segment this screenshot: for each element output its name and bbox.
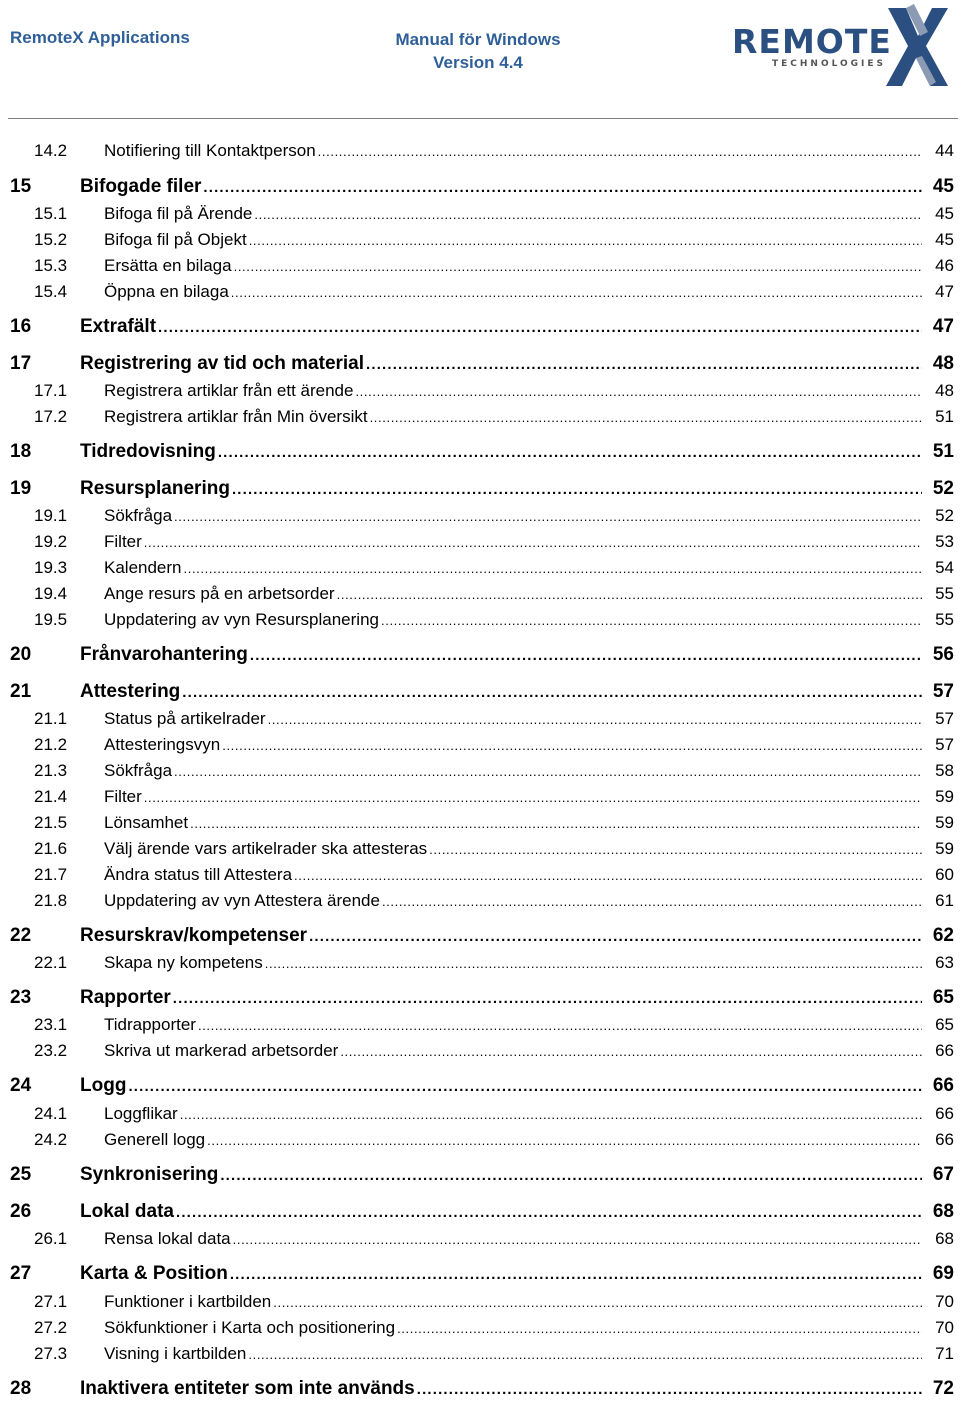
toc-entry-page: 46 — [935, 256, 954, 275]
toc-entry-page: 48 — [932, 353, 954, 374]
toc-section-entry[interactable] — [0, 378, 960, 404]
toc-entry-number: 21.7 — [34, 865, 68, 884]
toc-dot-leader — [128, 1072, 922, 1101]
toc-dot-leader — [232, 475, 922, 504]
toc-entry-title: Funktioner i kartbilden — [104, 1292, 272, 1311]
toc-entry-title: Resurskrav/kompetenser — [80, 925, 308, 946]
toc-chapter-entry[interactable] — [0, 983, 960, 1013]
toc-section-entry[interactable] — [0, 607, 960, 633]
toc-section-entry[interactable] — [0, 227, 960, 253]
toc-entry-page: 52 — [932, 478, 954, 499]
toc-entry-page: 55 — [935, 584, 954, 603]
toc-entry-page: 47 — [932, 316, 954, 337]
toc-chapter-entry[interactable] — [0, 677, 960, 707]
toc-entry-title: Skriva ut markerad arbetsorder — [104, 1041, 339, 1060]
toc-entry-number: 14.2 — [34, 141, 68, 160]
toc-entry-number: 22 — [10, 925, 32, 946]
toc-dot-leader — [417, 1375, 922, 1404]
toc-entry-page: 66 — [935, 1104, 954, 1123]
toc-section-entry[interactable] — [0, 732, 960, 758]
toc-section-entry[interactable] — [0, 810, 960, 836]
toc-entry-number: 27 — [10, 1263, 32, 1284]
toc-dot-leader — [337, 582, 922, 607]
toc-entry-title: Uppdatering av vyn Resursplanering — [104, 610, 379, 629]
toc-section-entry[interactable] — [0, 1101, 960, 1127]
toc-entry-title: Visning i kartbilden — [104, 1344, 247, 1363]
toc-entry-title: Sökfråga — [104, 506, 173, 525]
toc-entry-number: 16 — [10, 316, 32, 337]
toc-entry-page: 66 — [935, 1041, 954, 1060]
toc-entry-title: Karta & Position — [80, 1263, 228, 1284]
toc-section-entry[interactable] — [0, 1289, 960, 1315]
toc-section-entry[interactable] — [0, 1012, 960, 1038]
toc-entry-title: Inaktivera entiteter som inte används — [80, 1378, 415, 1399]
toc-entry-page: 68 — [935, 1229, 954, 1248]
toc-entry-number: 22.1 — [34, 953, 68, 972]
toc-entry-title: Status på artikelrader — [104, 709, 266, 728]
toc-dot-leader — [184, 556, 922, 581]
header-divider — [8, 118, 958, 119]
logo-wordmark: REMOTE — [732, 22, 892, 61]
toc-dot-leader — [249, 228, 922, 253]
toc-entry-number: 15.3 — [34, 256, 68, 275]
toc-entry-number: 18 — [10, 441, 32, 462]
toc-entry-page: 67 — [932, 1164, 954, 1185]
toc-entry-page: 59 — [935, 813, 954, 832]
toc-chapter-entry[interactable] — [0, 474, 960, 504]
toc-entry-title: Sökfråga — [104, 761, 173, 780]
toc-section-entry[interactable] — [0, 138, 960, 164]
toc-entry-page: 65 — [932, 987, 954, 1008]
toc-section-entry[interactable] — [0, 529, 960, 555]
toc-entry-title: Logg — [80, 1075, 127, 1096]
header-app-name: RemoteX Applications — [10, 28, 190, 47]
toc-entry-title: Bifogade filer — [80, 176, 202, 197]
toc-entry-page: 45 — [932, 176, 954, 197]
toc-entry-title: Ändra status till Attestera — [104, 865, 293, 884]
toc-section-entry[interactable] — [0, 784, 960, 810]
toc-section-entry[interactable] — [0, 862, 960, 888]
toc-entry-page: 63 — [935, 953, 954, 972]
toc-dot-leader — [173, 984, 922, 1013]
toc-entry-page: 66 — [932, 1075, 954, 1096]
toc-entry-number: 21.1 — [34, 709, 68, 728]
toc-entry-title: Tidredovisning — [80, 441, 216, 462]
toc-entry-title: Bifoga fil på Ärende — [104, 204, 253, 223]
toc-entry-number: 24 — [10, 1075, 32, 1096]
toc-dot-leader — [220, 1161, 922, 1190]
toc-entry-title: Generell logg — [104, 1130, 206, 1149]
toc-entry-page: 52 — [935, 506, 954, 525]
toc-entry-page: 57 — [935, 709, 954, 728]
toc-section-entry[interactable] — [0, 279, 960, 305]
toc-chapter-entry[interactable] — [0, 640, 960, 670]
toc-entry-page: 45 — [935, 230, 954, 249]
toc-entry-number: 25 — [10, 1164, 32, 1185]
toc-chapter-entry[interactable] — [0, 1374, 960, 1404]
toc-entry-page: 72 — [932, 1378, 954, 1399]
toc-section-entry[interactable] — [0, 404, 960, 430]
header-manual-name: Manual för Windows — [395, 30, 561, 49]
toc-entry-number: 27.1 — [34, 1292, 68, 1311]
toc-entry-page: 48 — [935, 381, 954, 400]
toc-entry-number: 21.6 — [34, 839, 68, 858]
toc-entry-title: Bifoga fil på Objekt — [104, 230, 247, 249]
toc-entry-number: 20 — [10, 644, 32, 665]
toc-entry-title: Skapa ny kompetens — [104, 953, 263, 972]
toc-entry-page: 57 — [935, 735, 954, 754]
toc-dot-leader — [174, 504, 922, 529]
toc-section-entry[interactable] — [0, 503, 960, 529]
toc-entry-number: 27.2 — [34, 1318, 68, 1337]
toc-dot-leader — [144, 530, 922, 555]
toc-entry-title: Välj ärende vars artikelrader ska attesteras — [104, 839, 428, 858]
toc-entry-title: Frånvarohantering — [80, 644, 248, 665]
toc-dot-leader — [182, 678, 922, 707]
toc-entry-number: 23.1 — [34, 1015, 68, 1034]
toc-dot-leader — [250, 641, 922, 670]
toc-entry-title: Extrafält — [80, 316, 157, 337]
toc-chapter-entry[interactable] — [0, 1197, 960, 1227]
toc-entry-title: Notifiering till Kontaktperson — [104, 141, 316, 160]
toc-dot-leader — [429, 837, 922, 862]
toc-section-entry[interactable] — [0, 1315, 960, 1341]
toc-entry-number: 23.2 — [34, 1041, 68, 1060]
toc-dot-leader — [176, 1198, 922, 1227]
toc-dot-leader — [318, 139, 922, 164]
toc-entry-number: 19.5 — [34, 610, 68, 629]
toc-dot-leader — [370, 405, 922, 430]
toc-entry-number: 24.1 — [34, 1104, 68, 1123]
toc-section-entry[interactable] — [0, 555, 960, 581]
logo-subtitle: TECHNOLOGIES — [772, 59, 887, 69]
toc-section-entry[interactable] — [0, 1341, 960, 1367]
toc-entry-number: 15.2 — [34, 230, 68, 249]
toc-section-entry[interactable] — [0, 888, 960, 914]
toc-section-entry[interactable] — [0, 253, 960, 279]
toc-entry-page: 45 — [935, 204, 954, 223]
toc-entry-title: Filter — [104, 787, 142, 806]
toc-dot-leader — [268, 707, 922, 732]
toc-entry-page: 53 — [935, 532, 954, 551]
toc-entry-title: Lokal data — [80, 1201, 174, 1222]
toc-dot-leader — [233, 1227, 922, 1252]
toc-dot-leader — [203, 173, 922, 202]
toc-dot-leader — [198, 1013, 922, 1038]
toc-entry-page: 56 — [932, 644, 954, 665]
toc-section-entry[interactable] — [0, 1226, 960, 1252]
toc-entry-page: 69 — [932, 1263, 954, 1284]
toc-section-entry[interactable] — [0, 950, 960, 976]
toc-entry-page: 61 — [935, 891, 954, 910]
page-header — [0, 0, 960, 118]
toc-dot-leader — [190, 811, 922, 836]
toc-chapter-entry[interactable] — [0, 1160, 960, 1190]
toc-entry-page: 59 — [935, 839, 954, 858]
toc-entry-page: 58 — [935, 761, 954, 780]
toc-entry-title: Rapporter — [80, 987, 171, 1008]
toc-entry-page: 66 — [935, 1130, 954, 1149]
toc-entry-title: Sökfunktioner i Karta och positionering — [104, 1318, 396, 1337]
toc-entry-title: Ange resurs på en arbetsorder — [104, 584, 335, 603]
toc-entry-number: 23 — [10, 987, 32, 1008]
toc-entry-page: 60 — [935, 865, 954, 884]
toc-entry-title: Tidrapporter — [104, 1015, 196, 1034]
toc-entry-number: 21.3 — [34, 761, 68, 780]
toc-entry-number: 26.1 — [34, 1229, 68, 1248]
toc-entry-page: 62 — [932, 925, 954, 946]
toc-entry-number: 21.4 — [34, 787, 68, 806]
toc-dot-leader — [158, 313, 922, 342]
toc-dot-leader — [180, 1102, 922, 1127]
toc-dot-leader — [231, 280, 922, 305]
toc-entry-title: Uppdatering av vyn Attestera ärende — [104, 891, 380, 910]
toc-chapter-entry[interactable] — [0, 172, 960, 202]
toc-section-entry[interactable] — [0, 1038, 960, 1064]
toc-dot-leader — [222, 733, 922, 758]
toc-entry-title: Attestering — [80, 681, 181, 702]
toc-entry-number: 17.1 — [34, 381, 68, 400]
toc-entry-title: Registrering av tid och material — [80, 353, 365, 374]
toc-dot-leader — [248, 1342, 922, 1367]
toc-entry-page: 51 — [932, 441, 954, 462]
toc-section-entry[interactable] — [0, 581, 960, 607]
toc-entry-title: Resursplanering — [80, 478, 230, 499]
toc-chapter-entry[interactable] — [0, 312, 960, 342]
toc-entry-page: 71 — [935, 1344, 954, 1363]
toc-section-entry[interactable] — [0, 836, 960, 862]
toc-entry-number: 26 — [10, 1201, 32, 1222]
toc-entry-number: 15.4 — [34, 282, 68, 301]
toc-entry-number: 19.4 — [34, 584, 68, 603]
toc-entry-title: Registrera artiklar från ett ärende — [104, 381, 354, 400]
toc-entry-title: Rensa lokal data — [104, 1229, 231, 1248]
toc-chapter-entry[interactable] — [0, 437, 960, 467]
toc-entry-title: Öppna en bilaga — [104, 282, 229, 301]
toc-entry-page: 70 — [935, 1318, 954, 1337]
toc-chapter-entry[interactable] — [0, 921, 960, 951]
toc-entry-page: 47 — [935, 282, 954, 301]
toc-entry-number: 15 — [10, 176, 32, 197]
toc-entry-number: 27.3 — [34, 1344, 68, 1363]
toc-entry-page: 57 — [932, 681, 954, 702]
toc-dot-leader — [355, 379, 922, 404]
toc-entry-title: Loggflikar — [104, 1104, 178, 1123]
toc-section-entry[interactable] — [0, 201, 960, 227]
toc-dot-leader — [174, 759, 922, 784]
toc-entry-page: 68 — [932, 1201, 954, 1222]
header-version: Version 4.4 — [433, 53, 523, 72]
toc-entry-number: 28 — [10, 1378, 32, 1399]
toc-entry-number: 21 — [10, 681, 32, 702]
toc-entry-title: Attesteringsvyn — [104, 735, 221, 754]
toc-dot-leader — [254, 202, 922, 227]
toc-chapter-entry[interactable] — [0, 1259, 960, 1289]
toc-dot-leader — [230, 1260, 922, 1289]
toc-entry-title: Synkronisering — [80, 1164, 219, 1185]
toc-entry-number: 21.5 — [34, 813, 68, 832]
toc-dot-leader — [382, 889, 922, 914]
toc-section-entry[interactable] — [0, 758, 960, 784]
toc-entry-number: 17.2 — [34, 407, 68, 426]
toc-dot-leader — [366, 350, 922, 379]
toc-entry-title: Filter — [104, 532, 142, 551]
toc-entry-title: Lönsamhet — [104, 813, 189, 832]
toc-dot-leader — [340, 1039, 922, 1064]
toc-dot-leader — [381, 608, 922, 633]
toc-section-entry[interactable] — [0, 1127, 960, 1153]
toc-section-entry[interactable] — [0, 706, 960, 732]
toc-chapter-entry[interactable] — [0, 1071, 960, 1101]
toc-entry-number: 19 — [10, 478, 32, 499]
toc-entry-number: 17 — [10, 353, 32, 374]
toc-dot-leader — [309, 922, 922, 951]
toc-entry-page: 51 — [935, 407, 954, 426]
toc-dot-leader — [397, 1316, 922, 1341]
header-manual-title — [378, 28, 578, 74]
toc-entry-number: 19.3 — [34, 558, 68, 577]
toc-dot-leader — [234, 254, 922, 279]
remotex-logo — [728, 2, 950, 88]
toc-dot-leader — [218, 438, 922, 467]
toc-entry-page: 70 — [935, 1292, 954, 1311]
toc-entry-title: Ersätta en bilaga — [104, 256, 232, 275]
toc-entry-title: Kalendern — [104, 558, 182, 577]
toc-entry-number: 21.8 — [34, 891, 68, 910]
toc-entry-page: 54 — [935, 558, 954, 577]
logo-x-icon — [884, 2, 950, 88]
toc-dot-leader — [265, 951, 922, 976]
toc-chapter-entry[interactable] — [0, 349, 960, 379]
toc-entry-number: 21.2 — [34, 735, 68, 754]
toc-dot-leader — [294, 863, 922, 888]
toc-dot-leader — [273, 1290, 922, 1315]
toc-entry-page: 55 — [935, 610, 954, 629]
toc-entry-title: Registrera artiklar från Min översikt — [104, 407, 368, 426]
toc-entry-page: 59 — [935, 787, 954, 806]
toc-entry-number: 19.1 — [34, 506, 68, 525]
toc-entry-number: 19.2 — [34, 532, 68, 551]
toc-dot-leader — [144, 785, 922, 810]
toc-entry-number: 24.2 — [34, 1130, 68, 1149]
toc-entry-page: 65 — [935, 1015, 954, 1034]
toc-dot-leader — [207, 1128, 922, 1153]
toc-entry-number: 15.1 — [34, 204, 68, 223]
toc-entry-page: 44 — [935, 141, 954, 160]
